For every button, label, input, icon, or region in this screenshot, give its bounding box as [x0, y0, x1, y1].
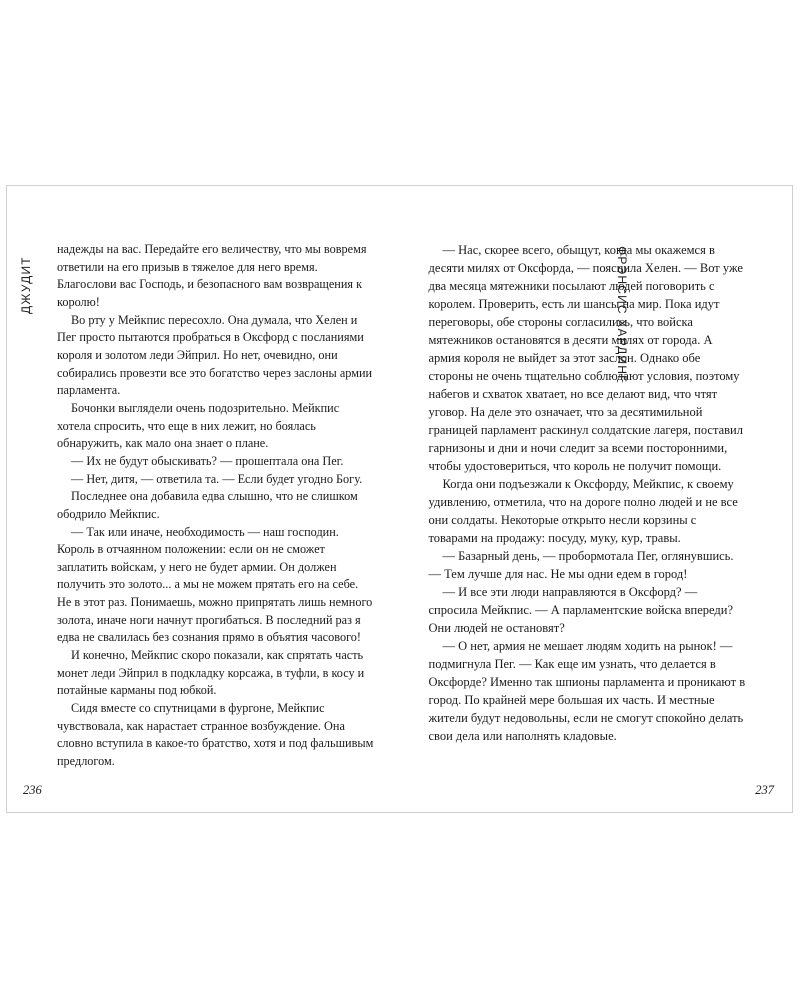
book-spread: [6, 185, 793, 813]
paragraph: — О нет, армия не мешает людям ходить на рынок! — подмигнула Пег. — Как еще им узнать, что делается в Оксфорде? Именно так шпионы парламента и проникают в город. По крайней мере большая их часть. И местные жители будут недовольны, если не смогут спокойно делать свои дела или наполнять кладовые.: [428, 639, 746, 743]
paragraph: надежды на вас. Передайте его величеству, что мы вовремя ответили на его призыв в тяжелое для него время. Благослови вас Господь, и безопасного вам возвращения к королю!: [57, 242, 367, 309]
paragraph: — Нет, дитя, — ответила та. — Если будет угодно Богу.: [71, 471, 363, 486]
paragraph: — Базарный день, — пробормотала Пег, оглянувшись. — Тем лучше для нас. Не мы одни едем в город!: [428, 549, 734, 581]
paragraph: Когда они подъезжали к Оксфорду, Мейкпис, к своему удивлению, отметила, что на дороге полно людей и не все они солдаты. Некоторые открыто несли корзины с товарами на продажу: посуду, муку, кур, травы.: [428, 477, 738, 545]
page-number-right: 237: [755, 783, 774, 797]
paragraph: Во рту у Мейкпис пересохло. Она думала, что Хелен и Пег просто пытаются пробраться в Оксфорд с посланиями короля и золотом леди Эйприл. Но нет, очевидно, они собирались провезти все это богатство через заслоны армии парламента.: [57, 312, 373, 398]
left-page: [7, 186, 400, 812]
paragraph: И конечно, Мейкпис скоро показали, как спрятать часть монет леди Эйприл в подкладку корсажа, в туфли, в косу и потайные карманы под юбкой.: [57, 648, 365, 698]
left-page-text: [57, 241, 375, 771]
running-head-right: ФРЭНСИС ХАРДИНГ: [615, 246, 630, 383]
paragraph: — Нас, скорее всего, обыщут, когда мы окажемся в десяти милях от Оксфорда, — пояснила Хелен. — Вот уже два месяца мятежники посылают людей поговорить с королем. Проверить, есть ли шансы на мир. Пока идут переговоры, обе стороны согласились, что войска мятежников остановятся в десяти милях от города. А армия короля не выйдет за этот заслон. Однако обе стороны не очень тщательно соблюдают условия, поэтому набегов и схваток хватает, но все делают вид, что чтят уговор. На деле это означает, что за десятимильной границей парламент раскинул солдатские лагеря, поставил гарнизоны и дни и ночи следит за всеми посторонними, чтобы удостовериться, что король не получит помощи.: [428, 243, 743, 473]
paragraph: — И все эти люди направляются в Оксфорд? — спросила Мейкпис. — А парламентские войска впереди? Они людей не остановят?: [428, 585, 733, 635]
paragraph: — Их не будут обыскивать? — прошептала она Пег.: [71, 453, 344, 468]
paragraph: Бочонки выглядели очень подозрительно. Мейкпис хотела спросить, что еще в них лежит, но боялась обнаружить, как мало она знает о плане.: [57, 400, 340, 451]
paragraph: — Так или иначе, необходимость — наш господин. Король в отчаянном положении: если он не сможет заплатить войскам, у него не будет армии. Он должен получить это золото... а мы не можем прятать его на себе. Не в этот раз. Понимаешь, можно припрятать лишь немного золота, иначе ноги начнут прогибаться. В последний раз я едва не свалилась без сознания прямо в объятия часового!: [57, 524, 373, 645]
right-page-text: [429, 241, 747, 745]
page-number-left: 236: [23, 783, 42, 797]
running-head-left: ДЖУДИТ: [19, 256, 33, 314]
right-page: [400, 186, 793, 812]
paragraph: Последнее она добавила едва слышно, что не слишком ободрило Мейкпис.: [57, 489, 358, 521]
paragraph: Сидя вместе со спутницами в фургоне, Мейкпис чувствовала, как нарастает странное возбуждение. Она словно вступила в какое-то братство, хотя и под фальшивым предлогом.: [57, 701, 374, 769]
